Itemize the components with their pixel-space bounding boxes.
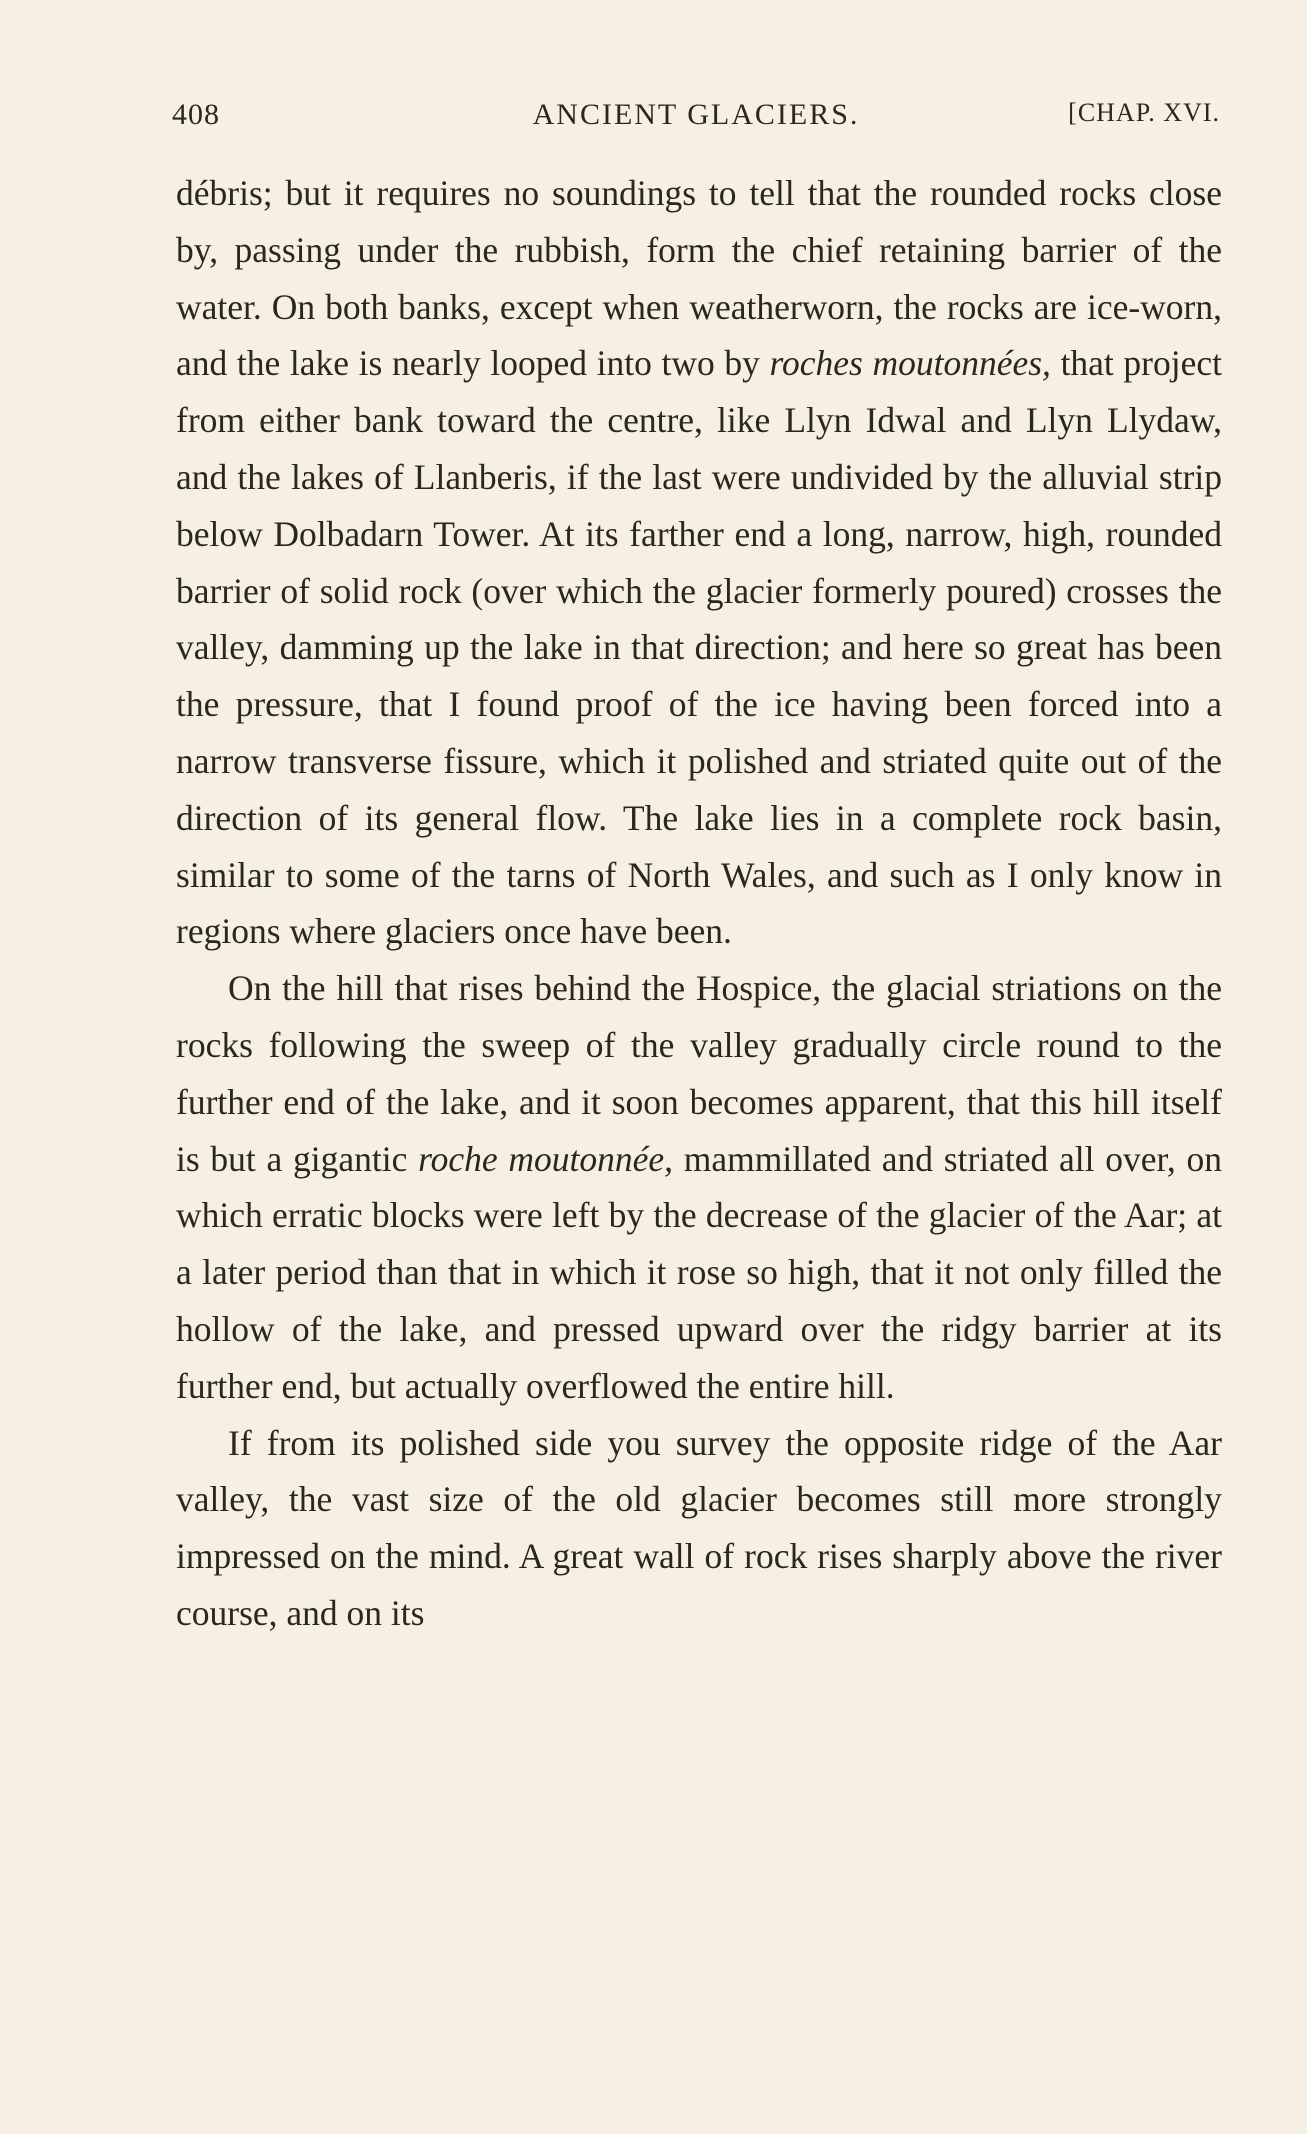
paragraph-2 bbox=[176, 960, 1222, 1414]
body-text bbox=[176, 165, 1222, 1642]
paragraph-1-text-a: débris; but it requires no soundings to tell that the rounded rocks close by, passing under the rubbish, form the chief retaining barrier of the water. On both banks, except when weatherworn, the rocks are ice-worn, and the lake is nearly looped into two by bbox=[176, 173, 1222, 384]
page-number: 408 bbox=[172, 98, 220, 131]
running-title: ANCIENT GLACIERS. bbox=[532, 98, 860, 131]
paragraph-1 bbox=[176, 165, 1222, 960]
paragraph-3-text: If from its polished side you survey the opposite ridge of the Aar valley, the vast size of the old glacier becomes still more strongly impressed on the mind. A great wall of rock rises sharply above the river course, and on its bbox=[176, 1422, 1222, 1633]
paragraph-3 bbox=[176, 1415, 1222, 1642]
paragraph-2-italic-phrase: roche moutonnée, bbox=[418, 1138, 673, 1179]
paragraph-1-italic-phrase: roches moutonnées, bbox=[769, 343, 1051, 384]
running-head bbox=[172, 98, 1220, 142]
paragraph-2-text-a: On the hill that rises behind the Hospice, the glacial striations on the rocks following the sweep of the valley gradually circle round to the further end of the lake, and it soon becomes apparent, that this hill itself is but a gigantic bbox=[176, 968, 1222, 1179]
chapter-marker: [CHAP. XVI. bbox=[1068, 98, 1220, 127]
paragraph-1-text-b: that project from either bank toward the centre, like Llyn Idwal and Llyn Llydaw, and the lakes of Llanberis, if the last were undivided by the alluvial strip below Dolbadarn Tower. At its farther end a long, narrow, high, rounded barrier of solid rock (over which the glacier formerly poured) crosses the valley, damming up the lake in that direction; and here so great has been the pressure, that I found proof of the ice having been forced into a narrow transverse fissure, which it polished and striated quite out of the direction of its general flow. The lake lies in a complete rock basin, similar to some of the tarns of North Wales, and such as I only know in regions where glaciers once have been. bbox=[176, 343, 1222, 952]
paragraph-2-text-b: mammillated and striated all over, on which erratic blocks were left by the decrease of the glacier of the Aar; at a later period than that in which it rose so high, that it not only filled the hollow of the lake, and pressed upward over the ridgy barrier at its further end, but actually overflowed the entire hill. bbox=[176, 1138, 1222, 1406]
